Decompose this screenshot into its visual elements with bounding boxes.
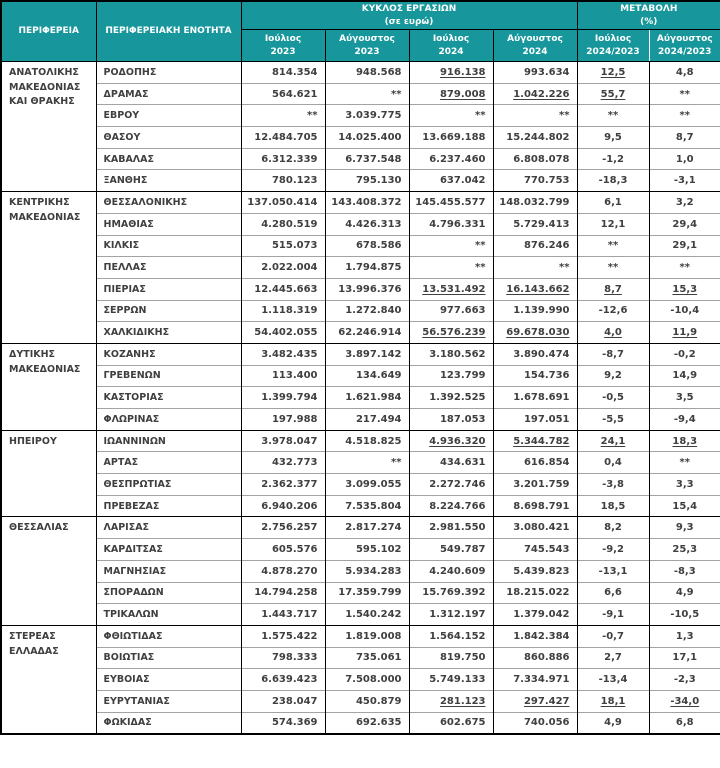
header-aug-2024-year: 2024 xyxy=(522,46,548,57)
value-aug-2024: 197.051 xyxy=(493,409,577,431)
change-aug-2024-2023: 15,4 xyxy=(649,495,720,517)
change-aug-2024-2023: 14,9 xyxy=(649,365,720,387)
change-jul-2024-2023: -1,2 xyxy=(577,148,649,170)
change-jul-2024-2023: ** xyxy=(577,257,649,279)
value-aug-2023: 3.897.142 xyxy=(325,343,409,365)
value-aug-2024: 69.678.030 xyxy=(493,322,577,344)
header-turnover-group xyxy=(241,1,577,30)
change-jul-2024-2023: 8,2 xyxy=(577,517,649,539)
value-aug-2024: 616.854 xyxy=(493,452,577,474)
table-row xyxy=(1,322,720,344)
table-row xyxy=(1,452,720,474)
unit-name: ΑΡΤΑΣ xyxy=(96,452,241,474)
value-jul-2024: 4.936.320 xyxy=(409,430,493,452)
value-jul-2023: 1.399.794 xyxy=(241,387,325,409)
change-jul-2024-2023: -3,8 xyxy=(577,474,649,496)
value-aug-2024: 3.080.421 xyxy=(493,517,577,539)
unit-name: ΓΡΕΒΕΝΩΝ xyxy=(96,365,241,387)
unit-name: ΚΑΡΔΙΤΣΑΣ xyxy=(96,539,241,561)
table-row xyxy=(1,604,720,626)
change-aug-2024-2023: -2,3 xyxy=(649,669,720,691)
value-jul-2023: 2.756.257 xyxy=(241,517,325,539)
table-row xyxy=(1,127,720,149)
value-aug-2023: 17.359.799 xyxy=(325,582,409,604)
value-jul-2024: 15.769.392 xyxy=(409,582,493,604)
region-name: ΣΤΕΡΕΑΣ ΕΛΛΑΔΑΣ xyxy=(1,625,96,734)
value-aug-2023: 1.794.875 xyxy=(325,257,409,279)
value-aug-2023: 3.039.775 xyxy=(325,105,409,127)
change-jul-2024-2023: 24,1 xyxy=(577,430,649,452)
table-row xyxy=(1,278,720,300)
value-jul-2024: 56.576.239 xyxy=(409,322,493,344)
value-jul-2023: 564.621 xyxy=(241,83,325,105)
value-jul-2024: 549.787 xyxy=(409,539,493,561)
unit-name: ΠΕΛΛΑΣ xyxy=(96,257,241,279)
value-jul-2023: 54.402.055 xyxy=(241,322,325,344)
table-row xyxy=(1,539,720,561)
value-jul-2024: 4.796.331 xyxy=(409,213,493,235)
value-jul-2023: 2.022.004 xyxy=(241,257,325,279)
change-jul-2024-2023: -12,6 xyxy=(577,300,649,322)
value-jul-2024: 5.749.133 xyxy=(409,669,493,691)
value-aug-2024: 5.344.782 xyxy=(493,430,577,452)
table-row xyxy=(1,409,720,431)
value-aug-2024: 6.808.078 xyxy=(493,148,577,170)
value-jul-2024: 8.224.766 xyxy=(409,495,493,517)
value-jul-2023: 574.369 xyxy=(241,712,325,734)
region-name: ΚΕΝΤΡΙΚΗΣ ΜΑΚΕΔΟΝΙΑΣ xyxy=(1,192,96,344)
change-aug-2024-2023: -10,5 xyxy=(649,604,720,626)
value-aug-2023: 5.934.283 xyxy=(325,560,409,582)
header-aug-2023-month: Αύγουστος xyxy=(339,34,395,45)
change-aug-2024-2023: 1,3 xyxy=(649,625,720,647)
change-jul-2024-2023: ** xyxy=(577,105,649,127)
header-change-aug xyxy=(649,30,720,62)
value-aug-2023: 217.494 xyxy=(325,409,409,431)
unit-name: ΞΑΝΘΗΣ xyxy=(96,170,241,192)
value-aug-2023: 7.508.000 xyxy=(325,669,409,691)
table-row xyxy=(1,387,720,409)
header-jul-2024-month: Ιούλιος xyxy=(432,34,470,45)
value-aug-2023: 692.635 xyxy=(325,712,409,734)
change-jul-2024-2023: 4,0 xyxy=(577,322,649,344)
value-jul-2024: 977.663 xyxy=(409,300,493,322)
unit-name: ΦΩΚΙΔΑΣ xyxy=(96,712,241,734)
change-jul-2024-2023: 12,1 xyxy=(577,213,649,235)
value-aug-2023: ** xyxy=(325,83,409,105)
value-aug-2024: 993.634 xyxy=(493,62,577,84)
unit-name: ΜΑΓΝΗΣΙΑΣ xyxy=(96,560,241,582)
change-jul-2024-2023: -0,7 xyxy=(577,625,649,647)
unit-name: ΧΑΛΚΙΔΙΚΗΣ xyxy=(96,322,241,344)
change-aug-2024-2023: 9,3 xyxy=(649,517,720,539)
change-jul-2024-2023: -8,7 xyxy=(577,343,649,365)
change-jul-2024-2023: -0,5 xyxy=(577,387,649,409)
value-aug-2024: 3.201.759 xyxy=(493,474,577,496)
value-aug-2023: 134.649 xyxy=(325,365,409,387)
change-aug-2024-2023: 3,2 xyxy=(649,192,720,214)
value-jul-2024: 281.123 xyxy=(409,690,493,712)
change-aug-2024-2023: -8,3 xyxy=(649,560,720,582)
change-aug-2024-2023: 4,8 xyxy=(649,62,720,84)
unit-name: ΠΙΕΡΙΑΣ xyxy=(96,278,241,300)
value-aug-2024: 745.543 xyxy=(493,539,577,561)
change-aug-2024-2023: -0,2 xyxy=(649,343,720,365)
value-aug-2023: 4.518.825 xyxy=(325,430,409,452)
value-jul-2024: 879.008 xyxy=(409,83,493,105)
value-jul-2023: 605.576 xyxy=(241,539,325,561)
change-jul-2024-2023: 6,6 xyxy=(577,582,649,604)
change-jul-2024-2023: 18,5 xyxy=(577,495,649,517)
change-group-subtitle: (%) xyxy=(640,16,658,27)
table-row xyxy=(1,625,720,647)
value-jul-2023: ** xyxy=(241,105,325,127)
value-aug-2024: 770.753 xyxy=(493,170,577,192)
change-aug-2024-2023: 25,3 xyxy=(649,539,720,561)
change-aug-2024-2023: 11,9 xyxy=(649,322,720,344)
value-aug-2024: 876.246 xyxy=(493,235,577,257)
value-aug-2023: 678.586 xyxy=(325,235,409,257)
change-aug-2024-2023: 29,4 xyxy=(649,213,720,235)
unit-name: ΤΡΙΚΑΛΩΝ xyxy=(96,604,241,626)
table-row xyxy=(1,192,720,214)
region-name: ΗΠΕΙΡΟΥ xyxy=(1,430,96,517)
value-aug-2024: 8.698.791 xyxy=(493,495,577,517)
header-jul-2024 xyxy=(409,30,493,62)
change-aug-2024-2023: 1,0 xyxy=(649,148,720,170)
value-aug-2024: 154.736 xyxy=(493,365,577,387)
table-row xyxy=(1,690,720,712)
value-jul-2023: 3.482.435 xyxy=(241,343,325,365)
value-aug-2024: 5.439.823 xyxy=(493,560,577,582)
change-aug-2024-2023: 29,1 xyxy=(649,235,720,257)
table-row xyxy=(1,213,720,235)
value-aug-2023: 1.621.984 xyxy=(325,387,409,409)
value-jul-2023: 4.280.519 xyxy=(241,213,325,235)
region-name: ΑΝΑΤΟΛΙΚΗΣ ΜΑΚΕΔΟΝΙΑΣ ΚΑΙ ΘΡΑΚΗΣ xyxy=(1,62,96,192)
change-jul-2024-2023: 8,7 xyxy=(577,278,649,300)
table-row xyxy=(1,365,720,387)
unit-name: ΘΑΣΟΥ xyxy=(96,127,241,149)
table-row xyxy=(1,669,720,691)
region-name: ΔΥΤΙΚΗΣ ΜΑΚΕΔΟΝΙΑΣ xyxy=(1,343,96,430)
header-jul-2023-month: Ιούλιος xyxy=(264,34,302,45)
unit-name: ΡΟΔΟΠΗΣ xyxy=(96,62,241,84)
change-jul-2024-2023: ** xyxy=(577,235,649,257)
change-aug-2024-2023: -10,4 xyxy=(649,300,720,322)
change-aug-2024-2023: 3,5 xyxy=(649,387,720,409)
value-jul-2024: 1.312.197 xyxy=(409,604,493,626)
table-row xyxy=(1,62,720,84)
value-aug-2024: 5.729.413 xyxy=(493,213,577,235)
unit-name: ΒΟΙΩΤΙΑΣ xyxy=(96,647,241,669)
value-jul-2024: 145.455.577 xyxy=(409,192,493,214)
change-jul-2024-2023: -13,1 xyxy=(577,560,649,582)
region-name: ΘΕΣΣΑΛΙΑΣ xyxy=(1,517,96,625)
value-aug-2023: 735.061 xyxy=(325,647,409,669)
change-jul-2024-2023: -18,3 xyxy=(577,170,649,192)
value-aug-2024: 148.032.799 xyxy=(493,192,577,214)
table-row xyxy=(1,582,720,604)
change-aug-2024-2023: ** xyxy=(649,452,720,474)
value-jul-2024: 3.180.562 xyxy=(409,343,493,365)
value-jul-2023: 1.575.422 xyxy=(241,625,325,647)
value-aug-2023: 2.817.274 xyxy=(325,517,409,539)
table-row xyxy=(1,712,720,734)
value-jul-2023: 197.988 xyxy=(241,409,325,431)
header-change-jul xyxy=(577,30,649,62)
value-jul-2024: 916.138 xyxy=(409,62,493,84)
value-jul-2023: 432.773 xyxy=(241,452,325,474)
change-aug-2024-2023: ** xyxy=(649,105,720,127)
value-aug-2024: ** xyxy=(493,105,577,127)
table-row xyxy=(1,647,720,669)
header-aug-2024 xyxy=(493,30,577,62)
table-row xyxy=(1,517,720,539)
table-row xyxy=(1,235,720,257)
value-jul-2024: 434.631 xyxy=(409,452,493,474)
value-aug-2023: 3.099.055 xyxy=(325,474,409,496)
value-aug-2023: 450.879 xyxy=(325,690,409,712)
table-row xyxy=(1,343,720,365)
value-aug-2023: 143.408.372 xyxy=(325,192,409,214)
header-region-column: ΠΕΡΙΦΕΡΕΙΑ xyxy=(1,1,96,62)
value-jul-2024: 123.799 xyxy=(409,365,493,387)
unit-name: ΚΟΖΑΝΗΣ xyxy=(96,343,241,365)
value-aug-2024: 1.678.691 xyxy=(493,387,577,409)
turnover-group-subtitle: (σε ευρώ) xyxy=(384,16,434,27)
header-jul-2023 xyxy=(241,30,325,62)
change-jul-2024-2023: -13,4 xyxy=(577,669,649,691)
table-body xyxy=(1,62,720,735)
value-aug-2024: 740.056 xyxy=(493,712,577,734)
value-jul-2023: 780.123 xyxy=(241,170,325,192)
table-row xyxy=(1,83,720,105)
value-jul-2024: 637.042 xyxy=(409,170,493,192)
table-row xyxy=(1,257,720,279)
change-aug-2024-2023: 8,7 xyxy=(649,127,720,149)
change-aug-2024-2023: ** xyxy=(649,83,720,105)
change-aug-2024-2023: 3,3 xyxy=(649,474,720,496)
value-aug-2023: 948.568 xyxy=(325,62,409,84)
table-row xyxy=(1,105,720,127)
value-aug-2023: 62.246.914 xyxy=(325,322,409,344)
header-jul-2024-year: 2024 xyxy=(438,46,464,57)
unit-name: ΚΑΒΑΛΑΣ xyxy=(96,148,241,170)
change-aug-2024-2023: -34,0 xyxy=(649,690,720,712)
value-jul-2023: 12.484.705 xyxy=(241,127,325,149)
unit-name: ΠΡΕΒΕΖΑΣ xyxy=(96,495,241,517)
table-row xyxy=(1,495,720,517)
value-jul-2023: 6.639.423 xyxy=(241,669,325,691)
value-jul-2024: ** xyxy=(409,235,493,257)
change-group-title: ΜΕΤΑΒΟΛΗ xyxy=(620,4,678,15)
value-jul-2024: ** xyxy=(409,105,493,127)
value-aug-2023: 7.535.804 xyxy=(325,495,409,517)
header-change-group xyxy=(577,1,720,30)
value-aug-2023: 595.102 xyxy=(325,539,409,561)
value-aug-2023: 6.737.548 xyxy=(325,148,409,170)
value-aug-2024: 18.215.022 xyxy=(493,582,577,604)
value-jul-2023: 6.312.339 xyxy=(241,148,325,170)
value-aug-2024: 297.427 xyxy=(493,690,577,712)
value-jul-2024: 819.750 xyxy=(409,647,493,669)
unit-name: ΚΑΣΤΟΡΙΑΣ xyxy=(96,387,241,409)
unit-name: ΛΑΡΙΣΑΣ xyxy=(96,517,241,539)
unit-name: ΣΕΡΡΩΝ xyxy=(96,300,241,322)
value-jul-2024: 13.669.188 xyxy=(409,127,493,149)
unit-name: ΕΥΡΥΤΑΝΙΑΣ xyxy=(96,690,241,712)
value-aug-2024: 3.890.474 xyxy=(493,343,577,365)
header-change-jul-month: Ιούλιος xyxy=(594,34,632,45)
change-aug-2024-2023: -3,1 xyxy=(649,170,720,192)
value-aug-2023: 14.025.400 xyxy=(325,127,409,149)
unit-name: ΦΘΙΩΤΙΔΑΣ xyxy=(96,625,241,647)
value-aug-2023: 1.819.008 xyxy=(325,625,409,647)
value-aug-2023: 1.272.840 xyxy=(325,300,409,322)
value-aug-2024: 1.842.384 xyxy=(493,625,577,647)
change-aug-2024-2023: 4,9 xyxy=(649,582,720,604)
header-change-aug-years: 2024/2023 xyxy=(658,46,712,57)
value-aug-2024: 1.139.990 xyxy=(493,300,577,322)
value-jul-2023: 113.400 xyxy=(241,365,325,387)
value-jul-2024: ** xyxy=(409,257,493,279)
unit-name: ΘΕΣΣΑΛΟΝΙΚΗΣ xyxy=(96,192,241,214)
value-jul-2023: 238.047 xyxy=(241,690,325,712)
header-aug-2023 xyxy=(325,30,409,62)
change-jul-2024-2023: 2,7 xyxy=(577,647,649,669)
header-aug-2024-month: Αύγουστος xyxy=(507,34,563,45)
value-aug-2023: 1.540.242 xyxy=(325,604,409,626)
header-unit-column: ΠΕΡΙΦΕΡΕΙΑΚΗ ΕΝΟΤΗΤΑ xyxy=(96,1,241,62)
table-row xyxy=(1,300,720,322)
value-jul-2024: 2.272.746 xyxy=(409,474,493,496)
value-aug-2023: 4.426.313 xyxy=(325,213,409,235)
value-aug-2024: 7.334.971 xyxy=(493,669,577,691)
value-jul-2023: 12.445.663 xyxy=(241,278,325,300)
change-jul-2024-2023: 18,1 xyxy=(577,690,649,712)
unit-name: ΕΥΒΟΙΑΣ xyxy=(96,669,241,691)
value-aug-2023: ** xyxy=(325,452,409,474)
table-row xyxy=(1,148,720,170)
header-jul-2023-year: 2023 xyxy=(270,46,296,57)
value-jul-2023: 14.794.258 xyxy=(241,582,325,604)
value-jul-2024: 187.053 xyxy=(409,409,493,431)
change-aug-2024-2023: 18,3 xyxy=(649,430,720,452)
value-jul-2023: 1.443.717 xyxy=(241,604,325,626)
change-jul-2024-2023: 6,1 xyxy=(577,192,649,214)
value-aug-2024: 860.886 xyxy=(493,647,577,669)
unit-name: ΙΩΑΝΝΙΝΩΝ xyxy=(96,430,241,452)
value-aug-2024: ** xyxy=(493,257,577,279)
header-change-jul-years: 2024/2023 xyxy=(586,46,640,57)
value-jul-2023: 4.878.270 xyxy=(241,560,325,582)
change-jul-2024-2023: -5,5 xyxy=(577,409,649,431)
value-jul-2023: 798.333 xyxy=(241,647,325,669)
unit-name: ΦΛΩΡΙΝΑΣ xyxy=(96,409,241,431)
unit-name: ΔΡΑΜΑΣ xyxy=(96,83,241,105)
value-jul-2023: 137.050.414 xyxy=(241,192,325,214)
value-jul-2023: 6.940.206 xyxy=(241,495,325,517)
value-jul-2023: 1.118.319 xyxy=(241,300,325,322)
value-jul-2023: 2.362.377 xyxy=(241,474,325,496)
change-aug-2024-2023: 6,8 xyxy=(649,712,720,734)
value-jul-2024: 13.531.492 xyxy=(409,278,493,300)
change-aug-2024-2023: -9,4 xyxy=(649,409,720,431)
change-jul-2024-2023: 9,2 xyxy=(577,365,649,387)
table-row xyxy=(1,430,720,452)
value-jul-2023: 3.978.047 xyxy=(241,430,325,452)
change-aug-2024-2023: 17,1 xyxy=(649,647,720,669)
value-aug-2023: 795.130 xyxy=(325,170,409,192)
table-header xyxy=(1,1,720,62)
value-jul-2024: 602.675 xyxy=(409,712,493,734)
change-jul-2024-2023: 55,7 xyxy=(577,83,649,105)
value-aug-2024: 1.379.042 xyxy=(493,604,577,626)
value-jul-2024: 6.237.460 xyxy=(409,148,493,170)
value-jul-2023: 515.073 xyxy=(241,235,325,257)
value-jul-2024: 2.981.550 xyxy=(409,517,493,539)
value-aug-2024: 15.244.802 xyxy=(493,127,577,149)
change-aug-2024-2023: 15,3 xyxy=(649,278,720,300)
table-row xyxy=(1,170,720,192)
table-row xyxy=(1,560,720,582)
header-aug-2023-year: 2023 xyxy=(354,46,380,57)
change-jul-2024-2023: 4,9 xyxy=(577,712,649,734)
change-jul-2024-2023: -9,1 xyxy=(577,604,649,626)
value-jul-2024: 4.240.609 xyxy=(409,560,493,582)
value-jul-2023: 814.354 xyxy=(241,62,325,84)
change-aug-2024-2023: ** xyxy=(649,257,720,279)
header-change-aug-month: Αύγουστος xyxy=(656,34,713,45)
change-jul-2024-2023: 12,5 xyxy=(577,62,649,84)
change-jul-2024-2023: 0,4 xyxy=(577,452,649,474)
turnover-group-title: ΚΥΚΛΟΣ ΕΡΓΑΣΙΩΝ xyxy=(361,4,457,15)
change-jul-2024-2023: 9,5 xyxy=(577,127,649,149)
unit-name: ΣΠΟΡΑΔΩΝ xyxy=(96,582,241,604)
table-row xyxy=(1,474,720,496)
value-jul-2024: 1.564.152 xyxy=(409,625,493,647)
value-aug-2023: 13.996.376 xyxy=(325,278,409,300)
change-jul-2024-2023: -9,2 xyxy=(577,539,649,561)
value-aug-2024: 1.042.226 xyxy=(493,83,577,105)
unit-name: ΗΜΑΘΙΑΣ xyxy=(96,213,241,235)
value-aug-2024: 16.143.662 xyxy=(493,278,577,300)
value-jul-2024: 1.392.525 xyxy=(409,387,493,409)
unit-name: ΕΒΡΟΥ xyxy=(96,105,241,127)
unit-name: ΚΙΛΚΙΣ xyxy=(96,235,241,257)
unit-name: ΘΕΣΠΡΩΤΙΑΣ xyxy=(96,474,241,496)
